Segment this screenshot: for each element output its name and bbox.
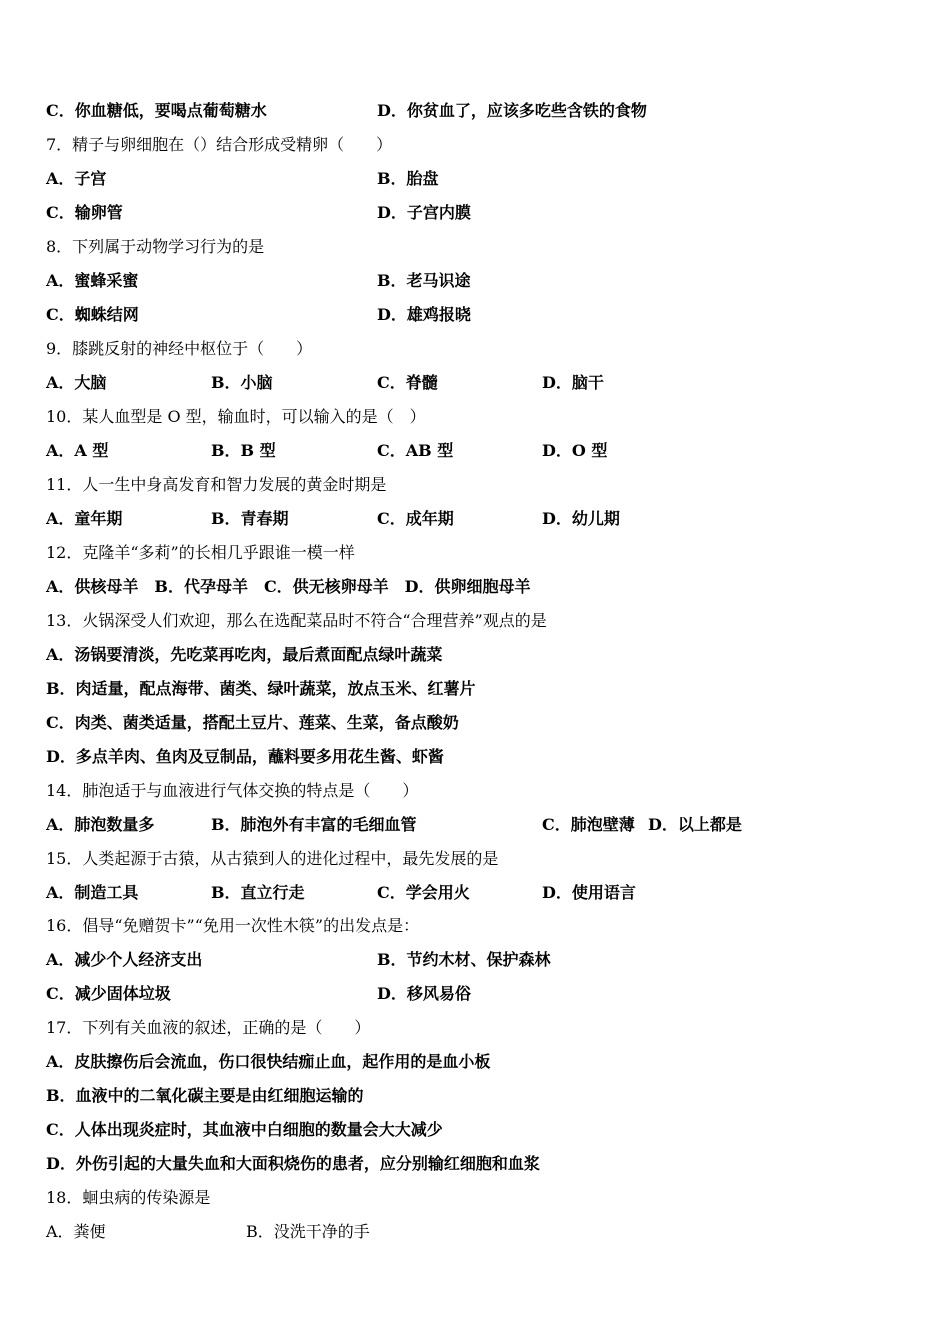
option-a: A．肺泡数量多 — [46, 815, 155, 834]
option-b: B．血液中的二氧化碳主要是由红细胞运输的 — [46, 1086, 364, 1105]
question-15: 15．人类起源于古猿，从古猿到人的进化过程中，最先发展的是 — [46, 849, 499, 868]
option-c: C．输卵管 — [46, 203, 123, 222]
option-c: C．你血糖低，要喝点葡萄糖水 — [46, 101, 267, 120]
option-a: A．皮肤擦伤后会流血，伤口很快结痂止血，起作用的是血小板 — [46, 1052, 491, 1071]
option-c: C．肺泡壁薄 — [542, 815, 635, 834]
question-10: 10．某人血型是 O 型，输血时，可以输入的是（ ） — [46, 407, 426, 426]
option-d: D．以上都是 — [648, 815, 742, 834]
option-b: B．节约木材、保护森林 — [377, 950, 551, 969]
question-17: 17．下列有关血液的叙述，正确的是（ ） — [46, 1018, 371, 1037]
option-d: D．外伤引起的大量失血和大面积烧伤的患者，应分别输红细胞和血浆 — [46, 1154, 540, 1173]
option-c: C．肉类、菌类适量，搭配土豆片、莲菜、生菜，备点酸奶 — [46, 713, 459, 732]
option-d: D．雄鸡报晓 — [377, 305, 471, 324]
question-14: 14．肺泡适于与血液进行气体交换的特点是（ ） — [46, 781, 419, 800]
option-a: A．童年期 — [46, 509, 123, 528]
option-b: B．小脑 — [211, 373, 273, 392]
option-b: B．肺泡外有丰富的毛细血管 — [211, 815, 417, 834]
option-a: A．子宫 — [46, 169, 107, 188]
question-7: 7．精子与卵细胞在（）结合形成受精卵（ ） — [46, 135, 393, 154]
option-a: A．蜜蜂采蜜 — [46, 271, 139, 290]
option-c: C．人体出现炎症时，其血液中白细胞的数量会大大减少 — [46, 1120, 443, 1139]
question-11: 11．人一生中身高发育和智力发展的黄金时期是 — [46, 475, 387, 494]
option-c: C．成年期 — [377, 509, 454, 528]
option-d: D．O 型 — [542, 441, 608, 460]
question-9: 9．膝跳反射的神经中枢位于（ ） — [46, 339, 313, 358]
option-a: A．A 型 — [46, 441, 109, 460]
option-b: B．B 型 — [211, 441, 276, 460]
option-a: A．粪便 — [46, 1222, 106, 1241]
option-c: C．减少固体垃圾 — [46, 984, 171, 1003]
question-16: 16．倡导“免赠贺卡”“免用一次性木筷”的出发点是： — [46, 916, 420, 935]
option-b: B．肉适量，配点海带、菌类、绿叶蔬菜，放点玉米、红薯片 — [46, 679, 476, 698]
option-a: A．汤锅要清淡，先吃菜再吃肉，最后煮面配点绿叶蔬菜 — [46, 645, 443, 664]
option-d: D．脑干 — [542, 373, 604, 392]
option-a: A．制造工具 — [46, 883, 139, 902]
option-d: D．移风易俗 — [377, 984, 471, 1003]
option-b: B．胎盘 — [377, 169, 439, 188]
option-b: B．青春期 — [211, 509, 289, 528]
option-b: B．直立行走 — [211, 883, 305, 902]
option-a: A．减少个人经济支出 — [46, 950, 203, 969]
option-c: C．学会用火 — [377, 883, 470, 902]
option-b: B．没洗干净的手 — [246, 1222, 370, 1241]
question-8: 8．下列属于动物学习行为的是 — [46, 237, 265, 256]
option-c: C．AB 型 — [377, 441, 454, 460]
question-13: 13．火锅深受人们欢迎，那么在选配菜品时不符合“合理营养”观点的是 — [46, 611, 547, 630]
question-18: 18．蛔虫病的传染源是 — [46, 1188, 211, 1207]
option-c: C．脊髓 — [377, 373, 438, 392]
option-b: B．老马识途 — [377, 271, 471, 290]
option-d: D．子宫内膜 — [377, 203, 471, 222]
option-d: D．你贫血了，应该多吃些含铁的食物 — [377, 101, 647, 120]
option-d: D．使用语言 — [542, 883, 636, 902]
options-row: A．供核母羊 B．代孕母羊 C．供无核卵母羊 D．供卵细胞母羊 — [46, 577, 531, 596]
option-d: D．幼儿期 — [542, 509, 620, 528]
question-12: 12．克隆羊“多莉”的长相几乎跟谁一模一样 — [46, 543, 355, 562]
option-a: A．大脑 — [46, 373, 107, 392]
option-c: C．蜘蛛结网 — [46, 305, 139, 324]
option-d: D．多点羊肉、鱼肉及豆制品，蘸料要多用花生酱、虾酱 — [46, 747, 444, 766]
